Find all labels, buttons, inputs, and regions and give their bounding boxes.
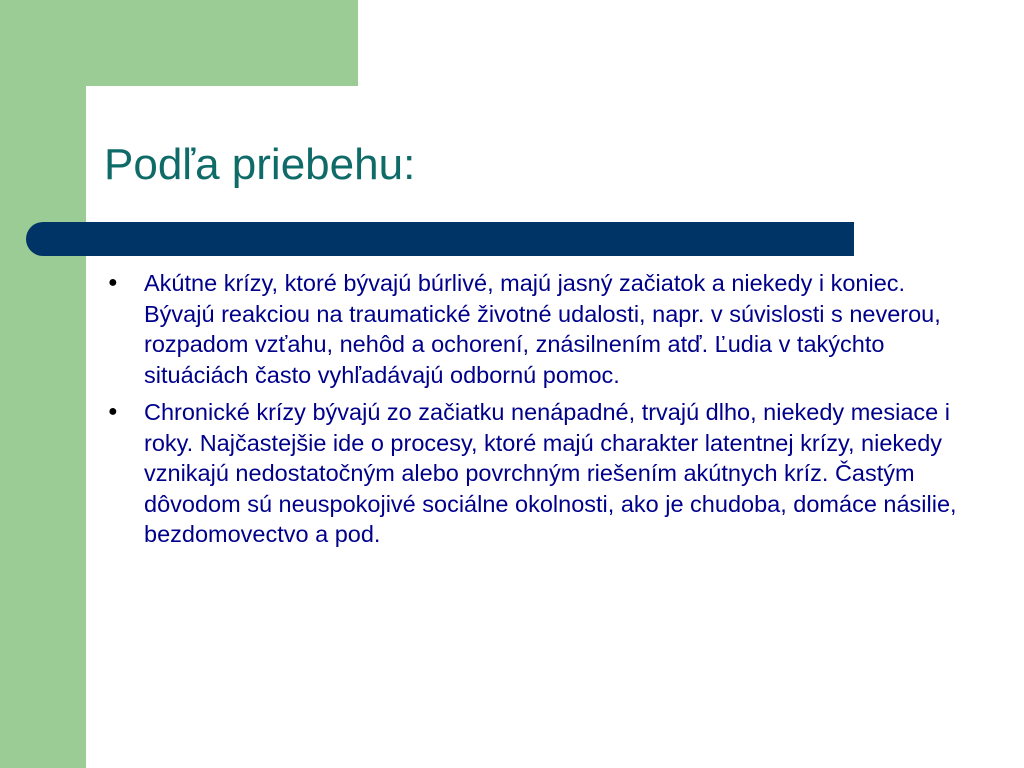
title-underline-bar — [26, 222, 854, 256]
list-item — [104, 397, 964, 550]
bullet-list — [104, 268, 964, 557]
bullet-text: Chronické krízy bývajú zo začiatku nenápadné, trvajú dlho, niekedy mesiace i roky. Najčastejšie ide o procesy, ktoré majú charakter latentnej krízy, niekedy vznikajú nedostatočným alebo povrchným riešením akútnych kríz. Častým dôvodom sú neuspokojivé sociálne okolnosti, ako je chudoba, domáce násilie, bezdomovectvo a pod. — [144, 399, 957, 547]
bullet-icon: ● — [108, 274, 118, 291]
bullet-icon: ● — [108, 403, 118, 420]
bullet-text: Akútne krízy, ktoré bývajú búrlivé, majú jasný začiatok a niekedy i koniec. Bývajú reakciou na traumatické životné udalosti, napr. v súvislosti s neverou, rozpadom vzťahu, nehôd a ochorení, znásilnením atď. Ľudia v takýchto situáciách často vyhľadávajú odbornú pomoc. — [144, 270, 941, 388]
slide-title: Podľa priebehu: — [104, 140, 416, 189]
green-top-band — [0, 0, 358, 86]
green-left-band — [0, 0, 86, 768]
list-item — [104, 268, 964, 390]
